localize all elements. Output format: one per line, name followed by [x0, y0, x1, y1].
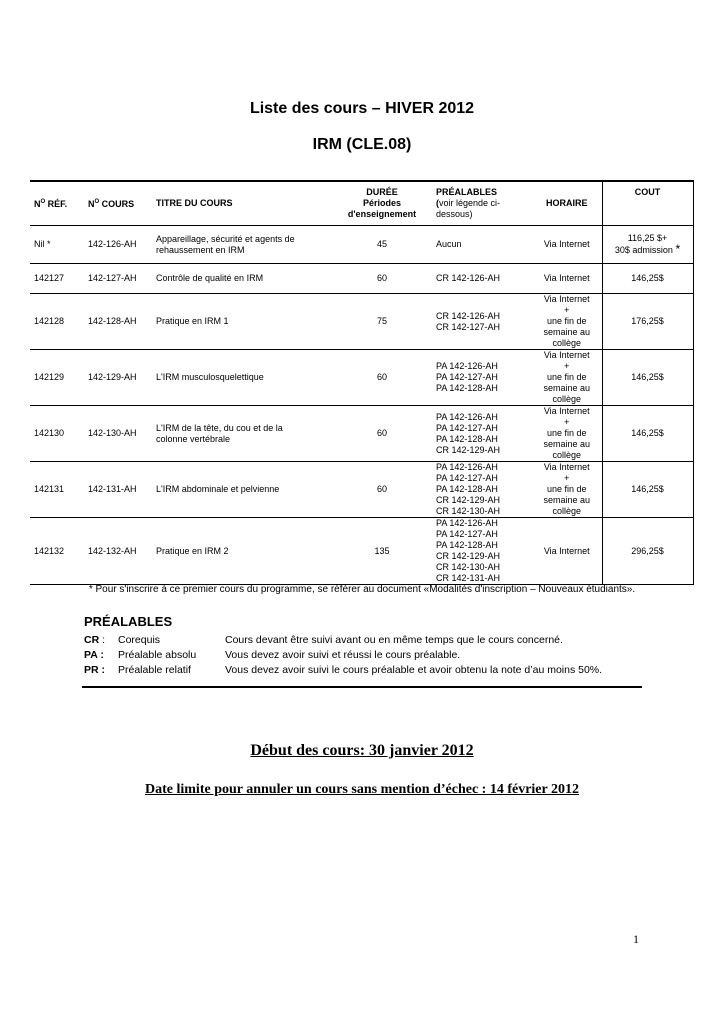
- divider: [82, 686, 642, 688]
- cell-titre: Appareillage, sécurité et agents de rehaussement en IRM: [152, 226, 332, 264]
- cell-prealables: CR 142-126-AH CR 142-127-AH: [432, 294, 532, 350]
- program-title: IRM (CLE.08): [312, 136, 412, 153]
- cell-ref: 142130: [30, 406, 84, 462]
- cell-cours: 142-126-AH: [84, 226, 152, 264]
- cell-horaire: Via Internet + une fin de semaine au collège: [532, 294, 602, 350]
- header-cout: COUT: [602, 181, 693, 226]
- cell-horaire: Via Internet: [532, 518, 602, 585]
- cell-cout: 146,25$: [602, 406, 693, 462]
- cell-horaire: Via Internet + une fin de semaine au collège: [532, 406, 602, 462]
- cell-titre: L'IRM musculosquelettique: [152, 350, 332, 406]
- cout-asterisk: *: [675, 242, 681, 256]
- cell-cours: 142-130-AH: [84, 406, 152, 462]
- table-row: [30, 406, 693, 462]
- header-cours: $N^O$ COURS: [84, 181, 152, 226]
- header-duree: DURÉE Périodes d'enseignement: [332, 181, 432, 226]
- legend-item-pa: PA : Préalable absolu Vous devez avoir suivi et réussi le cours préalable.: [84, 648, 461, 661]
- legend-item-cr: CR : Corequis Cours devant être suivi avant ou en même temps que le cours concerné.: [84, 633, 563, 646]
- table-row: [30, 294, 693, 350]
- header-prealables: PRÉALABLES (voir légende ci- dessous): [432, 181, 532, 226]
- cell-ref: 142129: [30, 350, 84, 406]
- table-row: [30, 350, 693, 406]
- cell-ref: 142127: [30, 264, 84, 294]
- cell-cout: 116,25 $+ 30$ admission *: [602, 226, 693, 264]
- cell-duree: 75: [332, 294, 432, 350]
- table-header-row: [30, 181, 693, 226]
- cell-prealables: Aucun: [432, 226, 532, 264]
- table-row: [30, 226, 693, 264]
- cell-ref: 142132: [30, 518, 84, 585]
- cell-cout: 296,25$: [602, 518, 693, 585]
- date-limite: Date limite pour annuler un cours sans mention d’échec : 14 février 2012: [145, 782, 579, 797]
- table-row: [30, 264, 693, 294]
- course-table: [30, 180, 694, 585]
- legend-item-pr: PR : Préalable relatif Vous devez avoir suivi le cours préalable et avoir obtenu la note d’au moins 50%.: [84, 663, 603, 676]
- cell-titre: L'IRM abdominale et pelvienne: [152, 462, 332, 518]
- cell-prealables: PA 142-126-AH PA 142-127-AH PA 142-128-AH: [432, 350, 532, 406]
- cell-horaire: Via Internet: [532, 226, 602, 264]
- cell-cours: 142-129-AH: [84, 350, 152, 406]
- document-title: Liste des cours – HIVER 2012: [249, 100, 475, 117]
- cell-titre: Pratique en IRM 2: [152, 518, 332, 585]
- cell-cours: 142-132-AH: [84, 518, 152, 585]
- cell-cours: 142-131-AH: [84, 462, 152, 518]
- cell-duree: 45: [332, 226, 432, 264]
- prealables-legend: [84, 614, 644, 677]
- table-row: [30, 462, 693, 518]
- cell-ref: 142131: [30, 462, 84, 518]
- cell-cout: 146,25$: [602, 264, 693, 294]
- cell-duree: 135: [332, 518, 432, 585]
- cell-duree: 60: [332, 350, 432, 406]
- cell-ref: 142128: [30, 294, 84, 350]
- cell-duree: 60: [332, 406, 432, 462]
- legend-title: PRÉALABLES: [84, 614, 173, 629]
- cell-prealables: PA 142-126-AH PA 142-127-AH PA 142-128-AH CR 142-129-AH CR 142-130-AH: [432, 462, 532, 518]
- cell-titre: Contrôle de qualité en IRM: [152, 264, 332, 294]
- cell-duree: 60: [332, 462, 432, 518]
- header-ref: $N^O$ RÉF.: [30, 181, 84, 226]
- cell-cout: 146,25$: [602, 350, 693, 406]
- cell-prealables: PA 142-126-AH PA 142-127-AH PA 142-128-AH CR 142-129-AH: [432, 406, 532, 462]
- cell-duree: 60: [332, 264, 432, 294]
- header-horaire: HORAIRE: [532, 181, 602, 226]
- cell-cours: 142-128-AH: [84, 294, 152, 350]
- cell-prealables: CR 142-126-AH: [432, 264, 532, 294]
- cell-titre: L'IRM de la tête, du cou et de la colonne vertébrale: [152, 406, 332, 462]
- cell-prealables: PA 142-126-AH PA 142-127-AH PA 142-128-AH CR 142-129-AH CR 142-130-AH CR 142-131-AH: [432, 518, 532, 585]
- cell-horaire: Via Internet: [532, 264, 602, 294]
- debut-des-cours: Début des cours: 30 janvier 2012: [250, 742, 474, 759]
- cell-horaire: Via Internet + une fin de semaine au collège: [532, 350, 602, 406]
- cell-cours: 142-127-AH: [84, 264, 152, 294]
- cell-cout: 146,25$: [602, 462, 693, 518]
- cell-horaire: Via Internet + une fin de semaine au collège: [532, 462, 602, 518]
- cell-cout: 176,25$: [602, 294, 693, 350]
- header-titre: TITRE DU COURS: [152, 181, 332, 226]
- cell-titre: Pratique en IRM 1: [152, 294, 332, 350]
- page-number: 1: [633, 932, 639, 946]
- footnote: * Pour s'inscrire à ce premier cours du programme, se référer au document «Modalités d'inscription – Nouveaux étudiants».: [88, 584, 636, 595]
- table-row: [30, 518, 693, 585]
- cell-ref: Nil *: [30, 226, 84, 264]
